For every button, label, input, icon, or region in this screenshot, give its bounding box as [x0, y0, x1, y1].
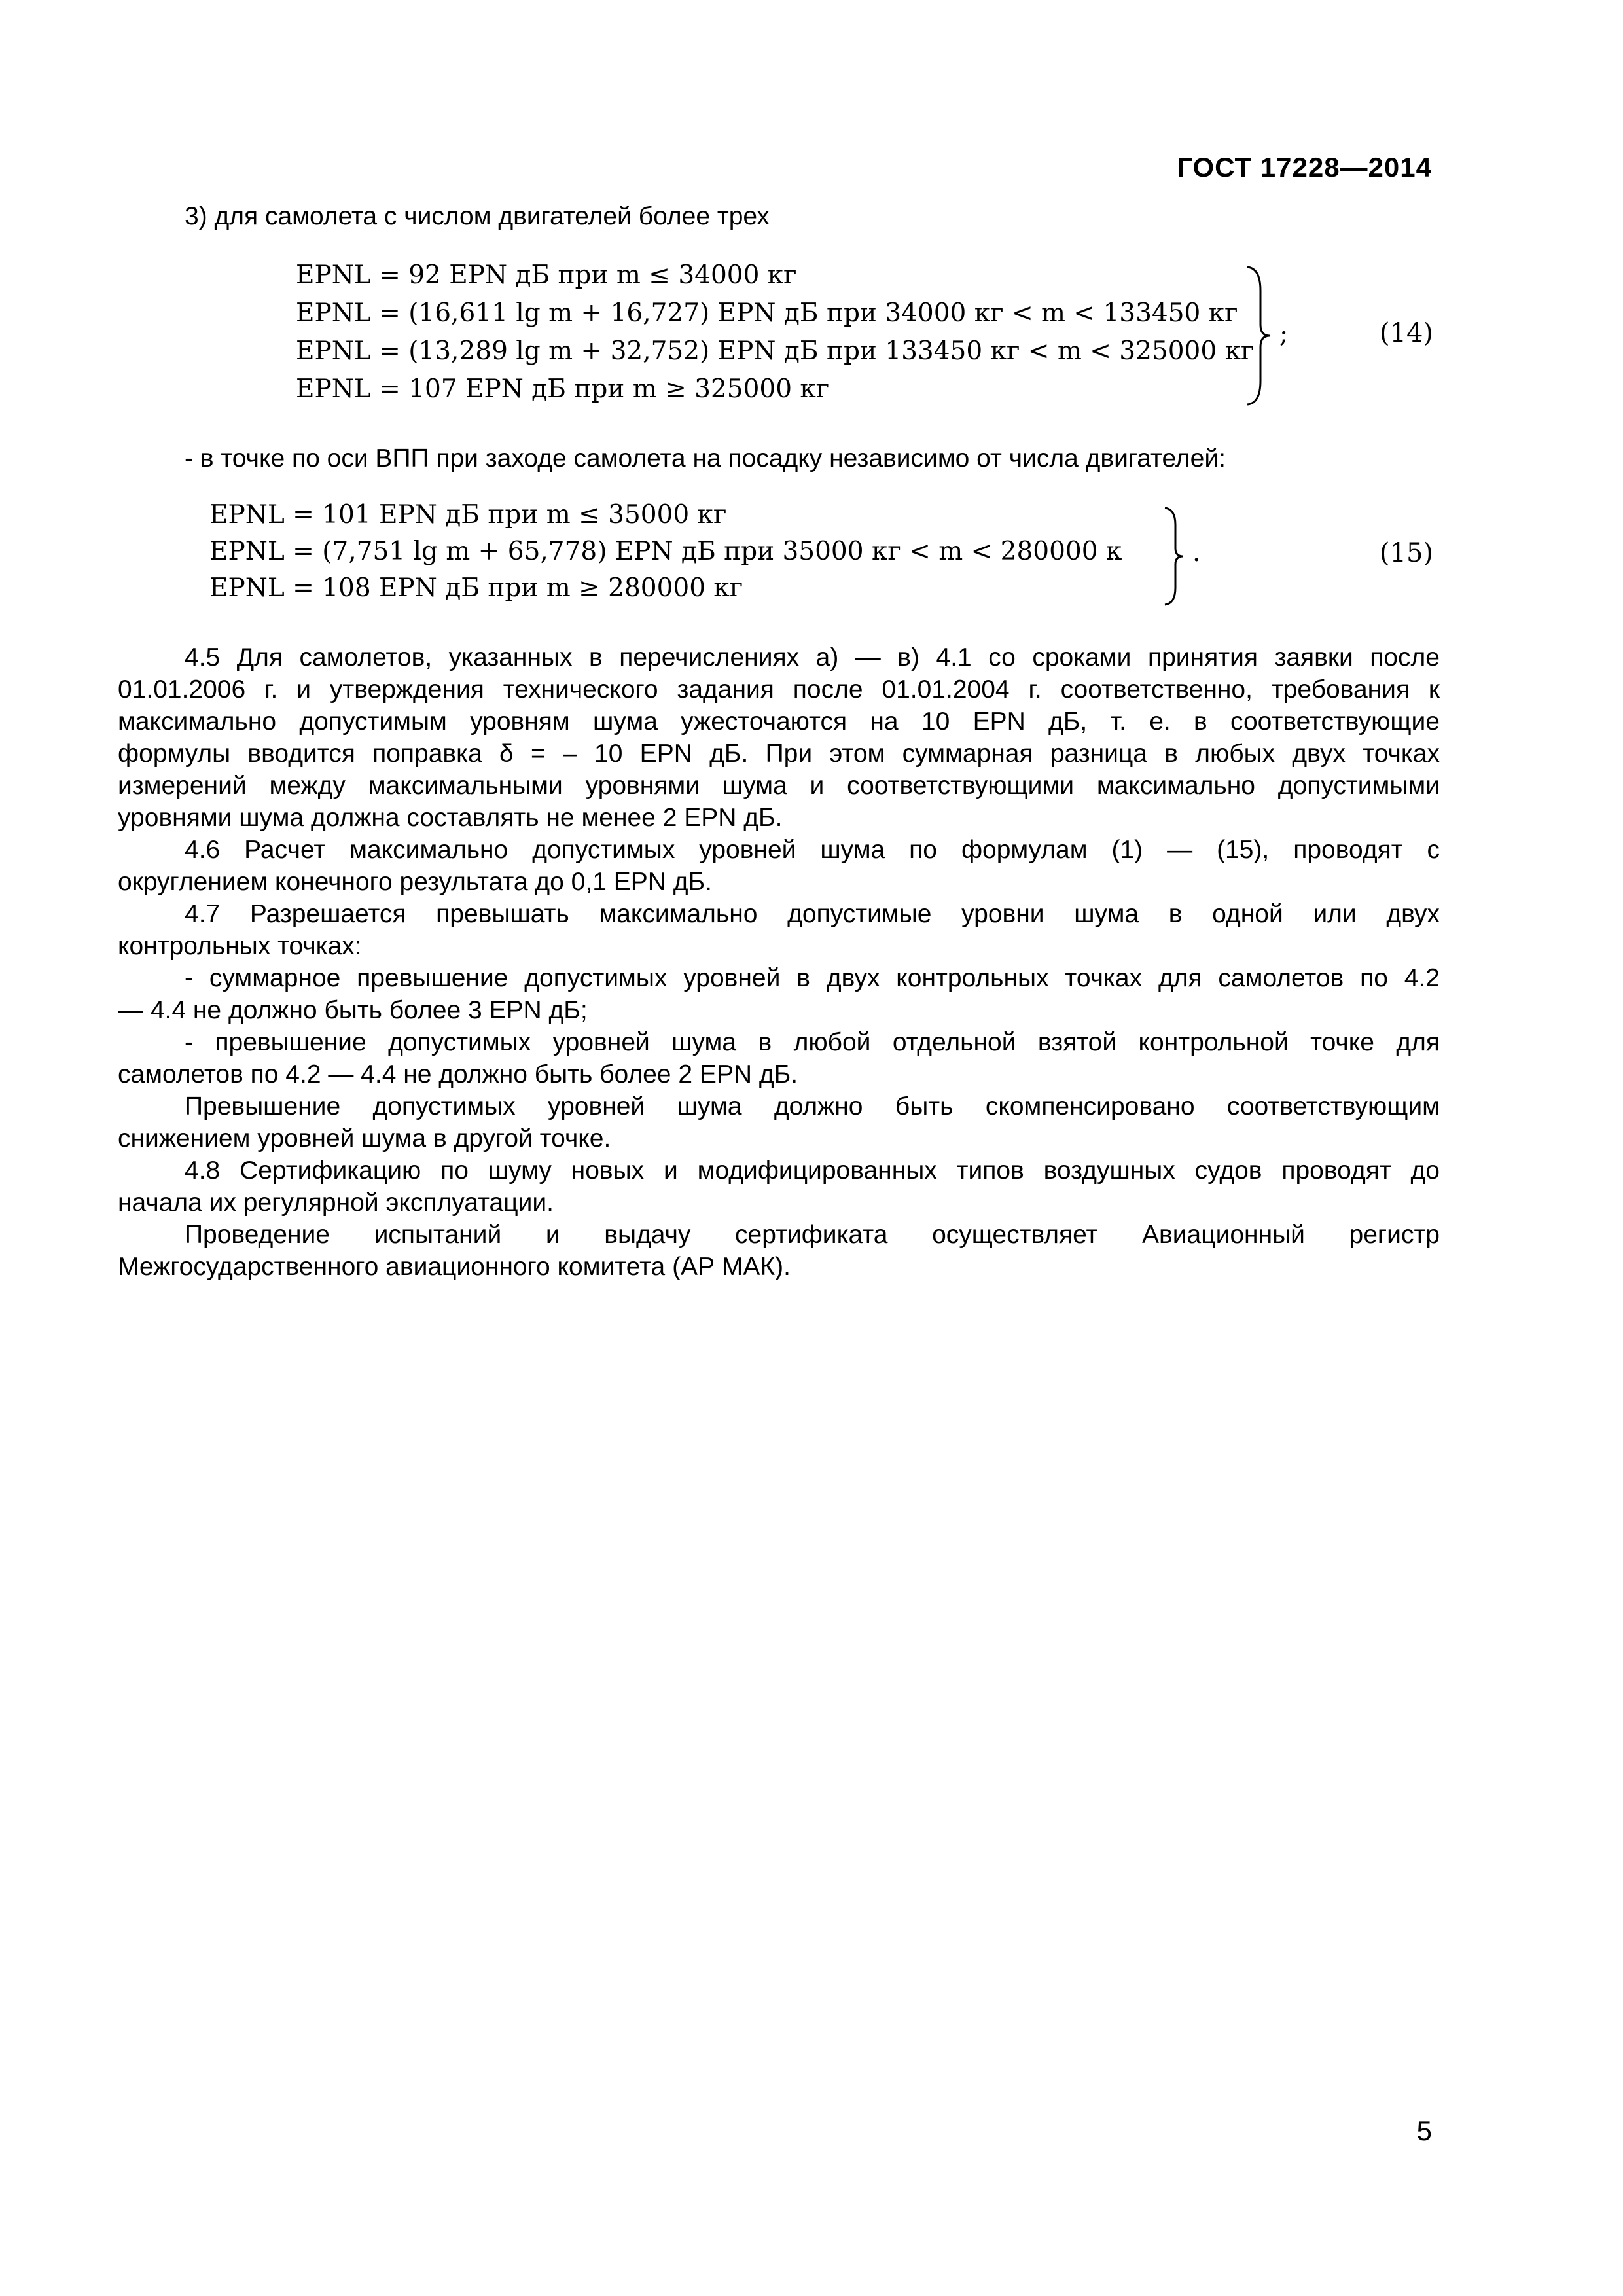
formula-14-line: EPNL = 92 EPN дБ при m ≤ 34000 кг — [296, 260, 797, 290]
para-line: самолетов по 4.2 — 4.4 не должно быть более 2 EPN дБ. — [118, 1060, 798, 1088]
equation-number-14: (14) — [1379, 318, 1433, 348]
para-line: максимально допустимым уровням шума ужесточаются на 10 EPN дБ, т. е. в соответствующие — [118, 708, 1440, 736]
page-number: 5 — [1416, 2115, 1432, 2146]
para-line: 4.5 Для самолетов, указанных в перечислениях а) — в) 4.1 со сроками принятия заявки после — [185, 643, 1440, 672]
para-line: начала их регулярной эксплуатации. — [118, 1189, 554, 1217]
formula-14-line: EPNL = (13,289 lg m + 32,752) EPN дБ при 133450 кг < m < 325000 кг — [296, 336, 1255, 366]
formula-15-line: EPNL = 108 EPN дБ при m ≥ 280000 кг — [209, 573, 743, 603]
document-code: ГОСТ 17228—2014 — [1177, 152, 1432, 183]
para-line: снижением уровней шума в другой точке. — [118, 1124, 611, 1153]
para-line: округлением конечного результата до 0,1 EPN дБ. — [118, 868, 712, 896]
formula-14-line: EPNL = (16,611 lg m + 16,727) EPN дБ при 34000 кг < m < 133450 кг — [296, 298, 1238, 328]
para-line: 01.01.2006 г. и утверждения технического задания после 01.01.2004 г. соответственно, требования к — [118, 675, 1440, 704]
para-line: Межгосударственного авиационного комитета (АР МАК). — [118, 1253, 791, 1281]
right-brace-icon — [1162, 505, 1188, 607]
subitem-3-intro: 3) для самолета с числом двигателей более трех — [185, 202, 770, 230]
para-line: уровнями шума должна составлять не менее 2 EPN дБ. — [118, 804, 783, 832]
para-line: Проведение испытаний и выдачу сертификата осуществляет Авиационный регистр — [185, 1221, 1440, 1249]
para-line: 4.7 Разрешается превышать максимально допустимые уровни шума в одной или двух — [185, 900, 1440, 928]
para-line: - превышение допустимых уровней шума в любой отдельной взятой контрольной точке для — [185, 1028, 1440, 1056]
para-line: формулы вводится поправка δ = – 10 EPN дБ. При этом суммарная разница в любых двух точках — [118, 740, 1440, 768]
para-line: - суммарное превышение допустимых уровней в двух контрольных точках для самолетов по 4.2 — [185, 964, 1440, 992]
formula-15-line: EPNL = 101 EPN дБ при m ≤ 35000 кг — [209, 500, 727, 529]
para-line: 4.8 Сертификацию по шуму новых и модифицированных типов воздушных судов проводят до — [185, 1157, 1440, 1185]
equation-number-15: (15) — [1379, 538, 1433, 568]
right-brace-icon — [1243, 264, 1274, 407]
para-line: — 4.4 не должно быть более 3 EPN дБ; — [118, 996, 588, 1024]
formula-15-line: EPNL = (7,751 lg m + 65,778) EPN дБ при 35000 кг < m < 280000 к — [209, 537, 1122, 566]
para-line: 4.6 Расчет максимально допустимых уровней шума по формулам (1) — (15), проводят с — [185, 836, 1440, 864]
approach-intro: - в точке по оси ВПП при заходе самолета на посадку независимо от числа двигателей: — [185, 444, 1226, 473]
para-line: измерений между максимальными уровнями шума и соответствующими максимально допустимыми — [118, 772, 1440, 800]
formula-14-punct: ; — [1279, 319, 1289, 349]
para-line: Превышение допустимых уровней шума должно быть скомпенсировано соответствующим — [185, 1092, 1440, 1121]
formula-14-line: EPNL = 107 EPN дБ при m ≥ 325000 кг — [296, 374, 830, 404]
para-line: контрольных точках: — [118, 932, 362, 960]
formula-15-punct: . — [1192, 538, 1201, 567]
